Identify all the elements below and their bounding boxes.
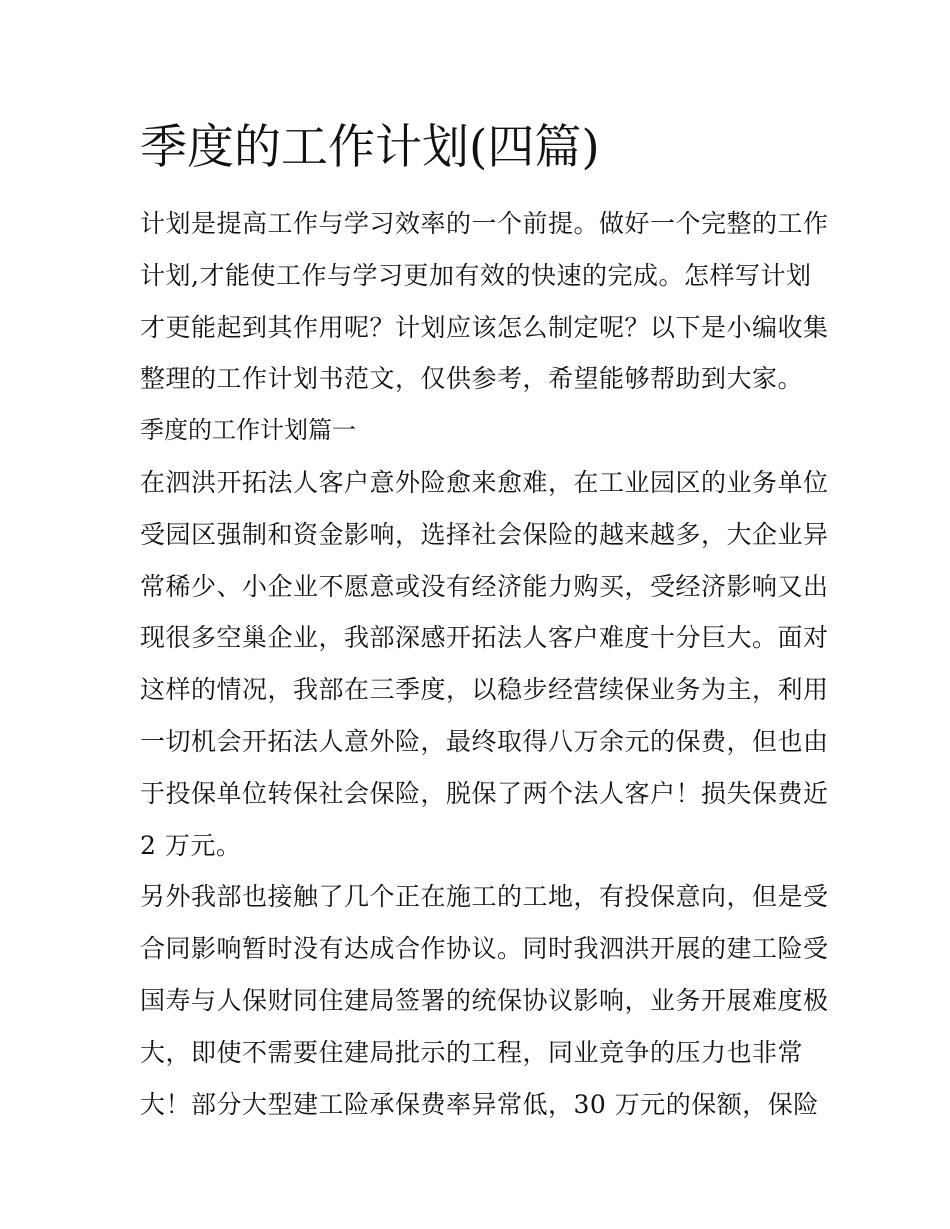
paragraph-1-line-7: 于投保单位转保社会保险，脱保了两个法人客户！损失保费近 xyxy=(140,778,829,808)
intro-line-2: 计划,才能使工作与学习更加有效的快速的完成。怎样写计划 xyxy=(140,260,812,290)
paragraph-2-line-1: 另外我部也接触了几个正在施工的工地，有投保意向，但是受 xyxy=(140,882,829,912)
intro-line-1: 计划是提高工作与学习效率的一个前提。做好一个完整的工作 xyxy=(140,209,829,238)
paragraph-1-line-1: 在泗洪开拓法人客户意外险愈来愈难，在工业园区的业务单位 xyxy=(140,467,829,497)
document-title: 季度的工作计划(四篇) xyxy=(140,120,600,175)
paragraph-1-line-2: 受园区强制和资金影响，选择社会保险的越来越多，大企业异 xyxy=(140,519,829,549)
paragraph-1-line-5: 这样的情况，我部在三季度，以稳步经营续保业务为主，利用 xyxy=(140,675,829,705)
intro-line-3: 才更能起到其作用呢？计划应该怎么制定呢？以下是小编收集 xyxy=(140,312,829,342)
paragraph-2-line-4: 大，即使不需要住建局批示的工程，同业竞争的压力也非常 xyxy=(140,1037,804,1067)
section-heading: 季度的工作计划篇一 xyxy=(140,416,356,445)
paragraph-2-line-3: 国寿与人保财同住建局签署的统保协议影响，业务开展难度极 xyxy=(140,985,829,1015)
paragraph-2-line-5: 大！部分大型建工险承保费率异常低，30 万元的保额，保险 xyxy=(140,1089,819,1119)
paragraph-1-line-6: 一切机会开拓法人意外险，最终取得八万余元的保费，但也由 xyxy=(140,726,829,756)
document-body xyxy=(140,198,830,1130)
paragraph-1-line-3: 常稀少、小企业不愿意或没有经济能力购买，受经济影响又出 xyxy=(140,571,829,601)
intro-line-4: 整理的工作计划书范文，仅供参考，希望能够帮助到大家。 xyxy=(140,364,804,394)
paragraph-1-line-8: 2 万元。 xyxy=(140,830,242,860)
paragraph-2-line-2: 合同影响暂时没有达成合作协议。同时我泗洪开展的建工险受 xyxy=(140,934,829,964)
paragraph-1-line-4: 现很多空巢企业，我部深感开拓法人客户难度十分巨大。面对 xyxy=(140,623,829,653)
